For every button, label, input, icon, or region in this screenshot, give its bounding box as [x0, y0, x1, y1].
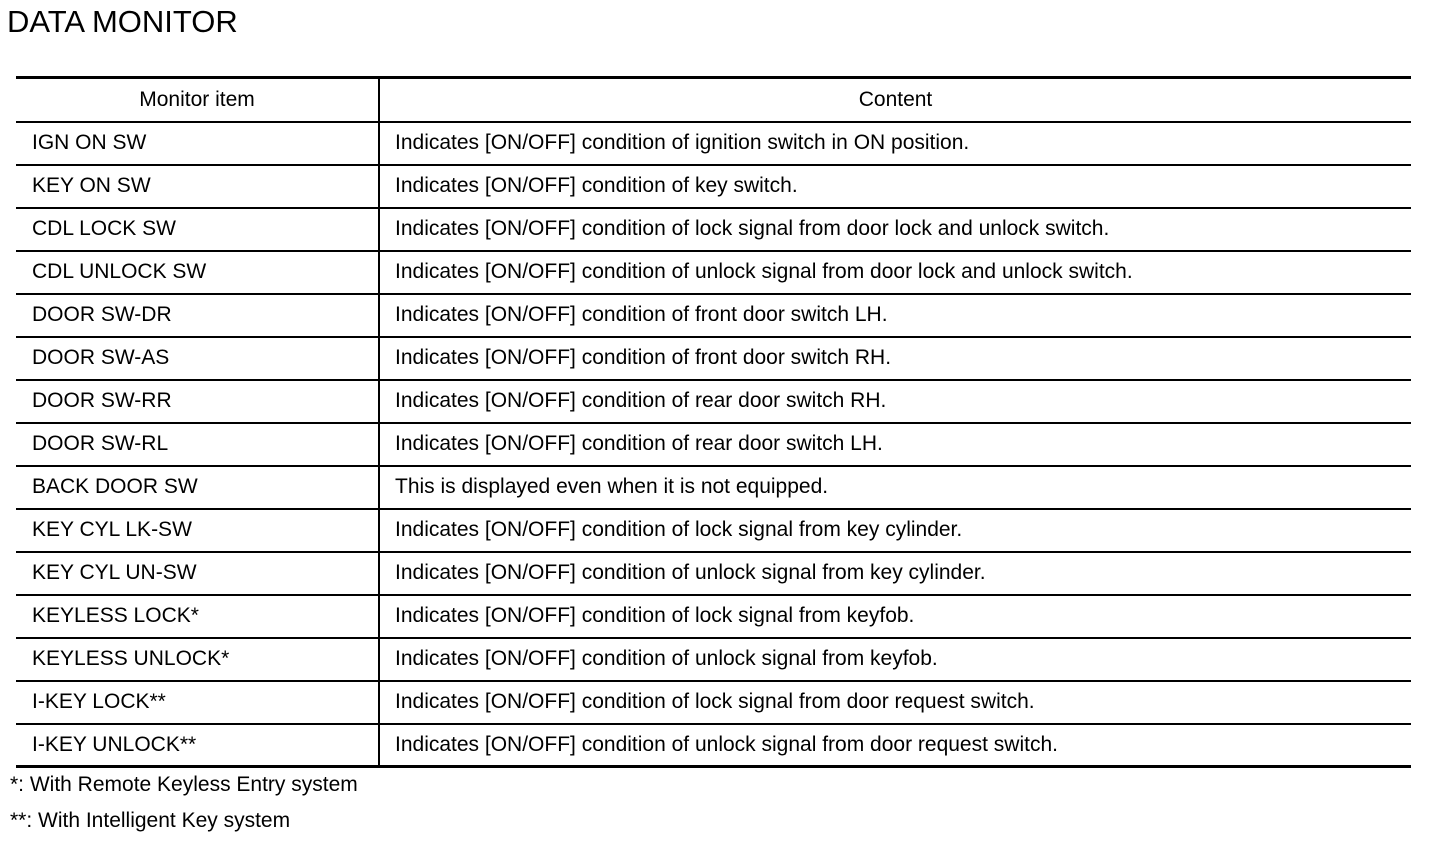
content-cell: Indicates [ON/OFF] condition of unlock signal from keyfob. [379, 638, 1411, 681]
content-cell: Indicates [ON/OFF] condition of rear door switch LH. [379, 423, 1411, 466]
table-row [16, 294, 1411, 337]
table-row [16, 595, 1411, 638]
table-row [16, 337, 1411, 380]
content-cell: Indicates [ON/OFF] condition of front door switch LH. [379, 294, 1411, 337]
content-cell: Indicates [ON/OFF] condition of unlock signal from door lock and unlock switch. [379, 251, 1411, 294]
data-monitor-table-container [16, 76, 1411, 768]
table-row [16, 251, 1411, 294]
content-cell: Indicates [ON/OFF] condition of rear door switch RH. [379, 380, 1411, 423]
monitor-item-cell: I-KEY LOCK** [16, 681, 379, 724]
table-row [16, 724, 1411, 767]
monitor-item-cell: KEYLESS UNLOCK* [16, 638, 379, 681]
monitor-item-cell: BACK DOOR SW [16, 466, 379, 509]
table-row [16, 423, 1411, 466]
content-cell: Indicates [ON/OFF] condition of key switch. [379, 165, 1411, 208]
page-title: DATA MONITOR [7, 4, 238, 39]
monitor-item-cell: KEY CYL UN-SW [16, 552, 379, 595]
table-row [16, 208, 1411, 251]
table-row [16, 122, 1411, 165]
data-monitor-table [16, 76, 1411, 768]
content-cell: This is displayed even when it is not equipped. [379, 466, 1411, 509]
content-cell: Indicates [ON/OFF] condition of front door switch RH. [379, 337, 1411, 380]
monitor-item-cell: IGN ON SW [16, 122, 379, 165]
content-cell: Indicates [ON/OFF] condition of lock signal from keyfob. [379, 595, 1411, 638]
monitor-item-cell: DOOR SW-DR [16, 294, 379, 337]
footnote-intelligent-key: **: With Intelligent Key system [10, 809, 291, 832]
table-body [16, 122, 1411, 767]
table-row [16, 681, 1411, 724]
footnote-remote-keyless-entry: *: With Remote Keyless Entry system [10, 773, 358, 796]
column-header-content: Content [379, 78, 1411, 122]
table-row [16, 165, 1411, 208]
monitor-item-cell: CDL UNLOCK SW [16, 251, 379, 294]
monitor-item-cell: KEYLESS LOCK* [16, 595, 379, 638]
table-row [16, 509, 1411, 552]
table-header [16, 78, 1411, 122]
table-header-row [16, 78, 1411, 122]
content-cell: Indicates [ON/OFF] condition of lock signal from door request switch. [379, 681, 1411, 724]
monitor-item-cell: I-KEY UNLOCK** [16, 724, 379, 767]
table-row [16, 466, 1411, 509]
monitor-item-cell: KEY CYL LK-SW [16, 509, 379, 552]
table-row [16, 552, 1411, 595]
content-cell: Indicates [ON/OFF] condition of unlock signal from key cylinder. [379, 552, 1411, 595]
monitor-item-cell: DOOR SW-RR [16, 380, 379, 423]
content-cell: Indicates [ON/OFF] condition of ignition switch in ON position. [379, 122, 1411, 165]
table-row [16, 380, 1411, 423]
table-row [16, 638, 1411, 681]
monitor-item-cell: CDL LOCK SW [16, 208, 379, 251]
content-cell: Indicates [ON/OFF] condition of unlock signal from door request switch. [379, 724, 1411, 767]
monitor-item-cell: KEY ON SW [16, 165, 379, 208]
content-cell: Indicates [ON/OFF] condition of lock signal from key cylinder. [379, 509, 1411, 552]
monitor-item-cell: DOOR SW-AS [16, 337, 379, 380]
column-header-monitor-item: Monitor item [16, 78, 379, 122]
content-cell: Indicates [ON/OFF] condition of lock signal from door lock and unlock switch. [379, 208, 1411, 251]
monitor-item-cell: DOOR SW-RL [16, 423, 379, 466]
